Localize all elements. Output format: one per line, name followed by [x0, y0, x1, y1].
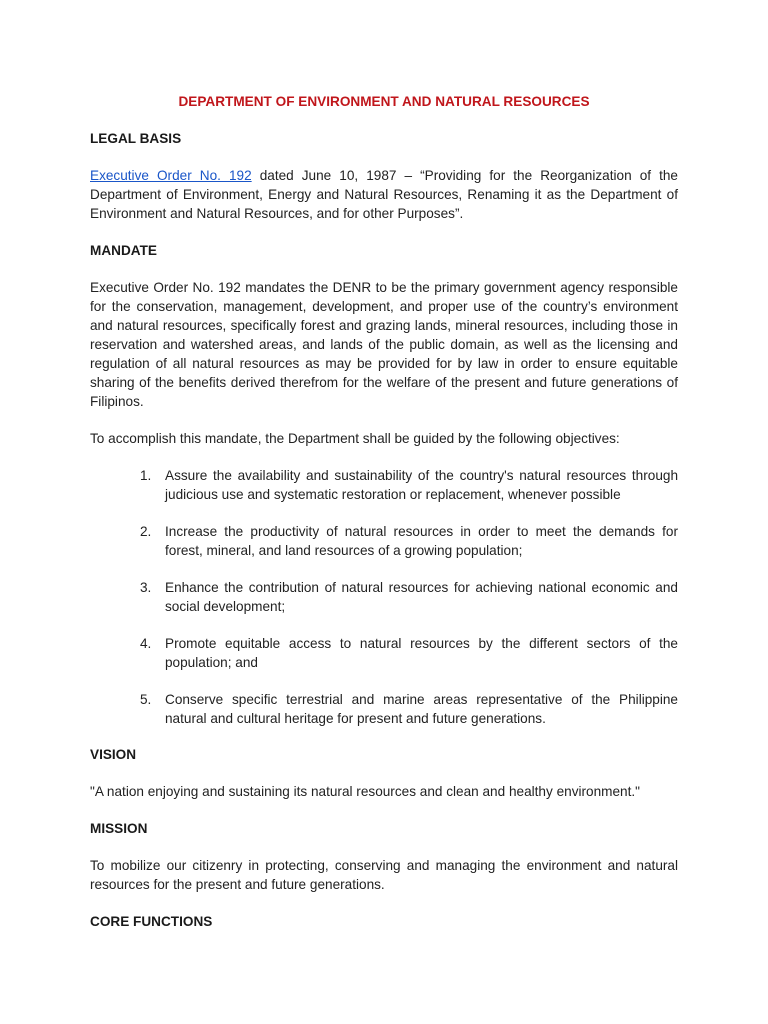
mandate-intro: To accomplish this mandate, the Department shall be guided by the following objectives:: [90, 431, 620, 446]
objectives-list: [90, 466, 678, 728]
executive-order-link[interactable]: Executive Order No. 192: [90, 168, 252, 183]
core-functions-heading: CORE FUNCTIONS: [90, 914, 213, 929]
mission-statement: To mobilize our citizenry in protecting, conserving and managing the environment and natural resources for the present and future generations.: [90, 858, 678, 892]
mandate-heading: MANDATE: [90, 243, 157, 258]
list-item-text: Conserve specific terrestrial and marine areas representative of the Philippine natural and cultural heritage for present and future generations.: [165, 692, 678, 726]
mandate-paragraph: Executive Order No. 192 mandates the DENR to be the primary government agency responsible for the conservation, management, development, and proper use of the country’s environment and natural resources, specifically forest and grazing lands, mineral resources, including those in reservation and watershed areas, and lands of the public domain, as well as the licensing and regulation of all natural resources as may be provided for by law in order to ensure equitable sharing of the benefits derived therefrom for the welfare of the present and future generations of Filipinos.: [90, 280, 678, 409]
list-item: [140, 522, 678, 560]
vision-statement: "A nation enjoying and sustaining its natural resources and clean and healthy environment.": [90, 784, 640, 799]
document-page: [90, 92, 678, 949]
list-item-text: Increase the productivity of natural resources in order to meet the demands for forest, mineral, and land resources of a growing population;: [165, 524, 678, 558]
list-item: [140, 634, 678, 672]
list-item-text: Enhance the contribution of natural resources for achieving national economic and social development;: [165, 580, 678, 614]
list-item-number: 1.: [140, 468, 152, 483]
list-item-text: Promote equitable access to natural resources by the different sectors of the population; and: [165, 636, 678, 670]
list-item: [140, 466, 678, 504]
legal-basis-paragraph: [90, 166, 678, 223]
mission-heading: MISSION: [90, 821, 148, 836]
list-item-text: Assure the availability and sustainability of the country's natural resources through judicious use and systematic restoration or replacement, whenever possible: [165, 468, 678, 502]
list-item-number: 3.: [140, 580, 152, 595]
document-title: DEPARTMENT OF ENVIRONMENT AND NATURAL RESOURCES: [178, 94, 590, 109]
vision-heading: VISION: [90, 747, 137, 762]
list-item-number: 4.: [140, 636, 152, 651]
list-item-number: 5.: [140, 692, 152, 707]
legal-basis-text: dated June 10, 1987 – “Providing for the Reorganization of the Department of Environment, Energy and Natural Resources, Renaming it as the Department of Environment and Natural Resources, and for other Purposes”.: [90, 168, 678, 221]
list-item: [140, 690, 678, 728]
legal-basis-heading: LEGAL BASIS: [90, 131, 182, 146]
list-item-number: 2.: [140, 524, 152, 539]
list-item: [140, 578, 678, 616]
